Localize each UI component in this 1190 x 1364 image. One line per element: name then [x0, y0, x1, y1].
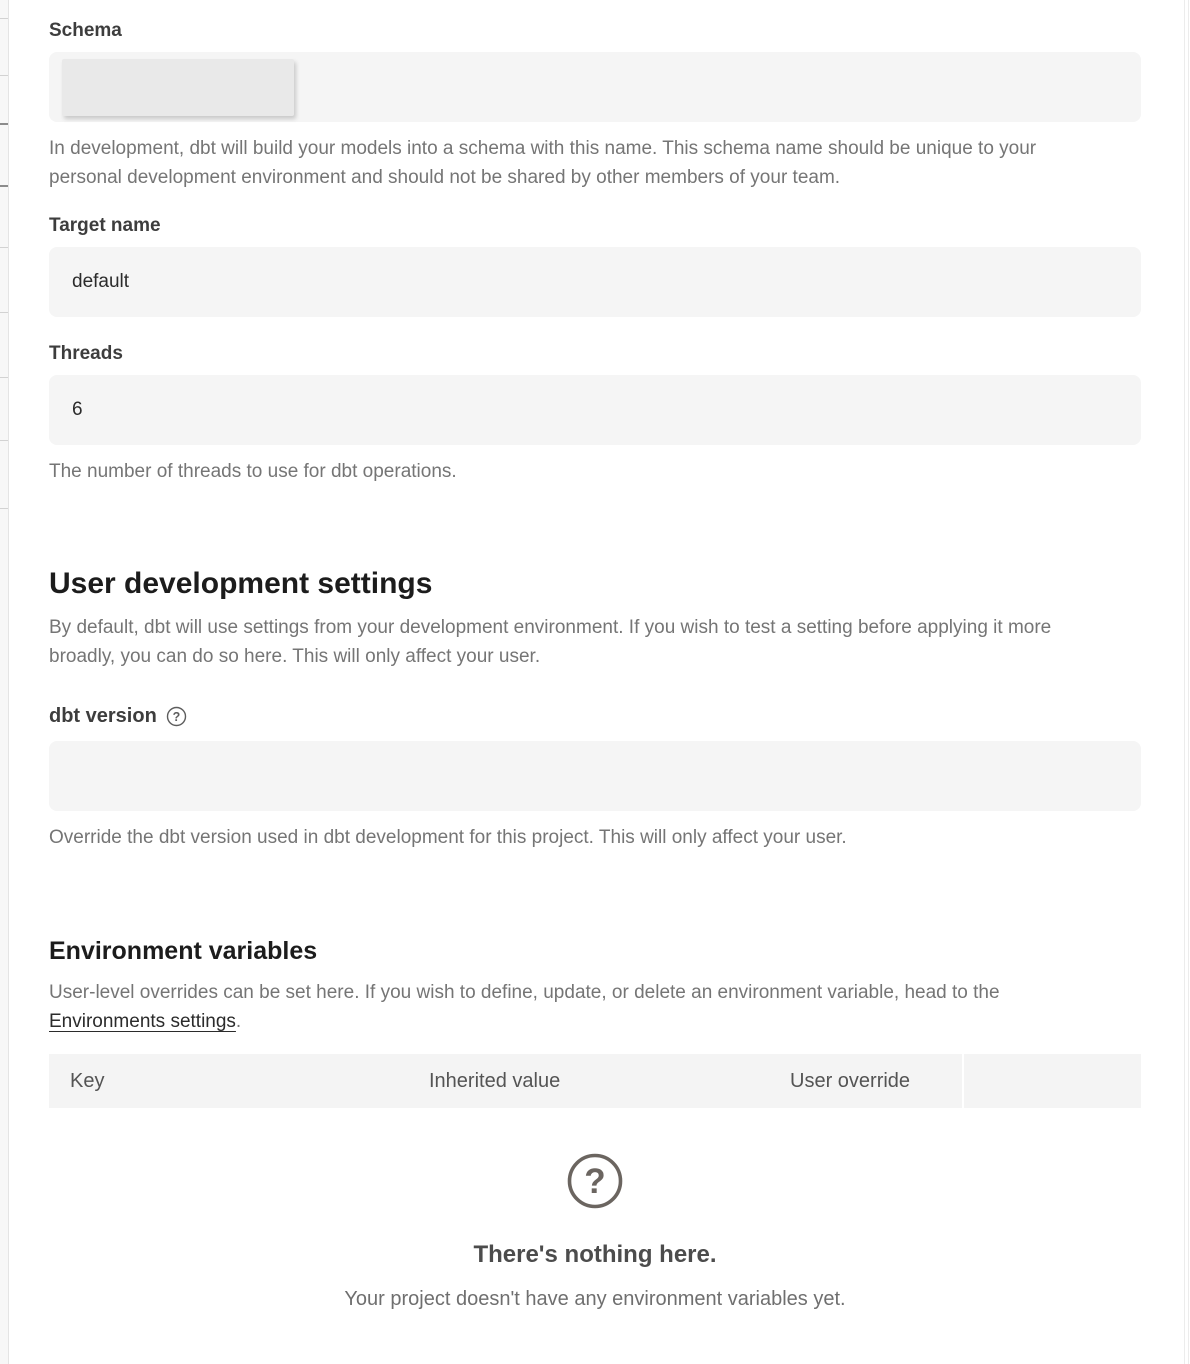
settings-page [49, 0, 1141, 1311]
column-divider [962, 1054, 964, 1108]
target-name-label: Target name [49, 215, 161, 236]
empty-state-title: There's nothing here. [473, 1241, 717, 1268]
scrollbar-track-line [1188, 0, 1189, 1364]
user-development-settings-description: By default, dbt will use settings from your development environment. If you wish to test a setting before applying it more broadly, you can do so here. This will only affect your user. [49, 617, 1052, 667]
column-header-key: Key [70, 1070, 105, 1092]
environment-variables-description [49, 978, 1119, 1036]
threads-help-text: The number of threads to use for dbt operations. [49, 461, 457, 482]
left-panel-edge [0, 0, 9, 1364]
user-development-settings-title: User development settings [49, 567, 433, 600]
question-circle-icon [566, 1162, 624, 1214]
threads-input[interactable] [49, 375, 1141, 445]
environments-settings-link[interactable]: Environments settings [49, 1011, 236, 1032]
schema-label: Schema [49, 20, 122, 41]
question-circle-icon[interactable] [166, 706, 187, 727]
ruler-tick [0, 18, 8, 19]
dbt-version-label: dbt version [49, 705, 157, 727]
svg-text:?: ? [172, 709, 181, 724]
schema-help-text: In development, dbt will build your models into a schema with this name. This schema name should be unique to your personal development environment and should not be shared by other members of your team. [49, 138, 1037, 188]
ruler-tick [0, 440, 8, 441]
description-suffix: . [235, 1011, 242, 1032]
env-vars-empty-state [49, 1152, 1141, 1311]
ruler-tick [0, 312, 8, 313]
redacted-value-overlay [62, 59, 294, 116]
empty-state-subtitle: Your project doesn't have any environment variables yet. [344, 1288, 846, 1310]
ruler-tick [0, 185, 8, 187]
target-name-value: default [72, 271, 130, 292]
column-header-inherited-value: Inherited value [429, 1070, 561, 1092]
schema-input[interactable] [49, 52, 1141, 122]
description-prefix: User-level overrides can be set here. If you wish to define, update, or delete an environment variable, head to the [49, 982, 1000, 1003]
env-vars-table-header [49, 1054, 1141, 1108]
svg-text:?: ? [584, 1162, 606, 1201]
environment-variables-title: Environment variables [49, 937, 318, 965]
ruler-tick [0, 247, 8, 248]
threads-label: Threads [49, 343, 123, 364]
scrollbar-gutter[interactable] [1184, 0, 1190, 1364]
ruler-tick [0, 123, 8, 125]
target-name-input[interactable] [49, 247, 1141, 317]
threads-value: 6 [72, 399, 83, 420]
ruler-tick [0, 377, 8, 378]
ruler-tick [0, 75, 8, 76]
ruler-tick [0, 508, 8, 509]
dbt-version-input[interactable] [49, 741, 1141, 811]
column-header-user-override: User override [790, 1070, 911, 1092]
dbt-version-help-text: Override the dbt version used in dbt development for this project. This will only affect your user. [49, 827, 847, 848]
